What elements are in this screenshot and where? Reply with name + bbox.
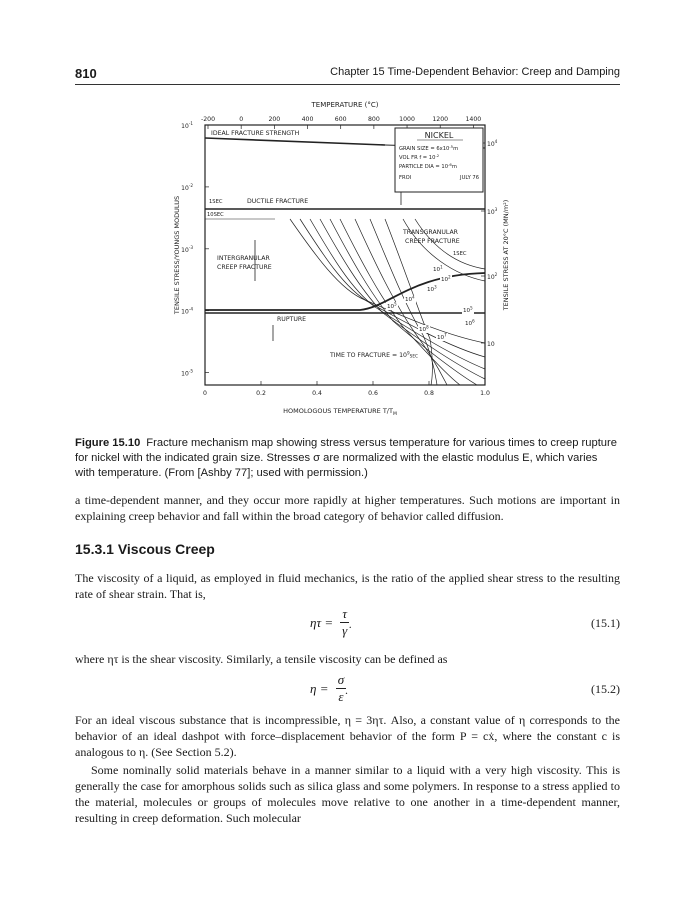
right-tick-label: 10: [487, 341, 495, 348]
paragraph-1: a time-dependent manner, and they occur more rapidly at higher temperatures. Such motions are important in explaining creep behavior and fall within the broad category of behavior called diffusion.: [75, 493, 620, 523]
ideal-strength-line: [205, 138, 385, 145]
eq2-numerator: σ: [337, 672, 345, 687]
page-header: [75, 66, 620, 84]
fracture-mechanism-map: [165, 95, 535, 425]
figure-caption: [75, 436, 620, 481]
eq1-numerator: τ: [342, 606, 348, 621]
right-tick-label: $10^2$: [487, 272, 498, 281]
transgranular-label-1: TRANSGRANULAR: [403, 229, 458, 236]
contour-labels: [386, 265, 476, 342]
contour-label: $10^8$: [419, 324, 429, 333]
top-tick-label: 600: [334, 116, 347, 123]
left-tick-label: $10^{-2}$: [181, 182, 193, 192]
bottom-tick-label: 0.8: [424, 390, 434, 397]
legend-date: JULY 76: [460, 175, 479, 181]
equation-15-1: [75, 606, 620, 642]
contour-label: $10^4$: [405, 294, 415, 303]
top-tick-label: 0: [239, 116, 244, 123]
equation-15-2-expr: [310, 672, 346, 705]
bottom-tick-label: 0.6: [368, 390, 378, 397]
top-tick-label: -200: [200, 116, 216, 123]
eq1-denominator: γ̇: [342, 623, 348, 638]
bottom-tick-label: 1.0: [480, 390, 490, 397]
legend-grain-size: GRAIN SIZE = $6x10^{-5}m$: [399, 144, 459, 152]
legend-particle-diameter: PARTICLE DIA = $10^{-6}m$: [399, 162, 457, 170]
ductile-fracture-label: DUCTILE FRACTURE: [247, 198, 309, 205]
intergranular-label-2: CREEP FRACTURE: [217, 264, 272, 271]
top-axis-label: TEMPERATURE (°C): [311, 101, 379, 109]
contour-label: $10^6$: [465, 318, 475, 327]
eq2-denominator: ε̇: [338, 689, 344, 704]
right-tick-label: $10^4$: [487, 139, 498, 148]
left-tick-label: $10^{-1}$: [181, 121, 193, 130]
bottom-axis-ticks: [203, 381, 490, 397]
top-tick-label: 400: [301, 116, 314, 123]
header-rule: [75, 84, 620, 85]
contour-label: $10^3$: [427, 284, 437, 293]
bottom-tick-label: 0: [203, 390, 207, 397]
eq1-number: (15.1): [591, 616, 620, 630]
eq2-fraction: [336, 672, 346, 705]
legend-title: NICKEL: [424, 131, 454, 140]
paragraph-4: For an ideal viscous substance that is incompressible, η = 3ητ. Also, a constant value of η corresponds to the behavior of an ideal dashpot with force–displacement behavior of the form P = cẋ, where the constant c is analogous to η. (See Section 5.2).: [75, 713, 620, 759]
paragraph-3: where ητ is the shear viscosity. Similarly, a tensile viscosity can be defined as: [75, 652, 448, 666]
eq1-lhs: ητ =: [310, 614, 334, 630]
left-axis-label: TENSILE STRESS/YOUNGS MODULUS: [173, 195, 181, 315]
section-title: 15.3.1 Viscous Creep: [75, 541, 215, 557]
eq1-fraction: [340, 606, 349, 639]
page-number: 810: [75, 66, 97, 81]
top-axis-ticks: [201, 116, 481, 129]
paragraph-5: Some nominally solid materials behave in a manner similar to a liquid with a very high viscosity. This is generally the case for amorphous solids such as silica glass and some polymers. In response to a stress applied to the material, molecules or groups of molecules move relative to one another in a time-dependent manner, resulting in creep deformation. Such molecular: [75, 763, 620, 825]
contour-label: $10^5$: [387, 301, 397, 310]
caption-label: Figure 15.10: [75, 437, 141, 449]
left-tick-label: $10^{-4}$: [181, 306, 193, 316]
contour-label: $10^1$: [433, 264, 443, 273]
contour-label: $10^2$: [441, 274, 451, 283]
ideal-fracture-label: IDEAL FRACTURE STRENGTH: [211, 130, 300, 137]
contour-label: $10^5$: [463, 305, 473, 314]
intergranular-label-1: INTERGRANULAR: [217, 255, 270, 262]
rupture-label: RUPTURE: [277, 316, 307, 323]
label-1sec-left: 1SEC: [209, 199, 223, 205]
contour-label: $10^7$: [437, 332, 447, 341]
legend-froi: FROI: [399, 175, 412, 181]
bottom-tick-label: 0.4: [312, 390, 322, 397]
time-to-fracture-label: TIME TO FRACTURE = $10^9_{SEC}$: [330, 350, 418, 359]
top-tick-label: 1000: [399, 116, 415, 123]
top-tick-label: 1200: [432, 116, 449, 123]
paragraph-2: The viscosity of a liquid, as employed in fluid mechanics, is the ratio of the applied shear stress to the resulting rate of shear strain. That is,: [75, 571, 620, 601]
legend-volume-fraction: VOL FR $f = 10^{-2}$: [399, 153, 440, 161]
eq2-lhs: η =: [310, 680, 329, 696]
eq2-number: (15.2): [591, 682, 620, 696]
top-tick-label: 800: [367, 116, 380, 123]
figure-svg: [165, 95, 535, 425]
right-axis-label: TENSILE STRESS AT 20°C (MN/m²): [502, 199, 510, 311]
equation-15-2: [75, 672, 620, 708]
label-1sec-right: 1SEC: [453, 251, 467, 257]
bottom-axis-label: HOMOLOGOUS TEMPERATURE $T/T_M$: [283, 407, 397, 417]
bottom-tick-label: 0.2: [256, 390, 266, 397]
left-tick-label: $10^{-3}$: [181, 244, 193, 254]
caption-text: Fracture mechanism map showing stress versus temperature for various times to creep rupture for nickel with the indicated grain size. Stresses σ are normalized with the elastic modulus E, which varies with temperature. (From [Ashby 77]; used with permission.): [75, 437, 617, 479]
running-head: Chapter 15 Time-Dependent Behavior: Creep and Damping: [330, 66, 620, 78]
label-10sec: 10SEC: [207, 212, 224, 218]
top-tick-label: 1400: [465, 116, 482, 123]
right-tick-label: $10^3$: [487, 207, 498, 216]
transgranular-label-2: CREEP FRACTURE: [405, 238, 460, 245]
top-tick-label: 200: [268, 116, 281, 123]
left-tick-label: $10^{-5}$: [181, 368, 193, 378]
equation-15-1-expr: [310, 606, 349, 639]
